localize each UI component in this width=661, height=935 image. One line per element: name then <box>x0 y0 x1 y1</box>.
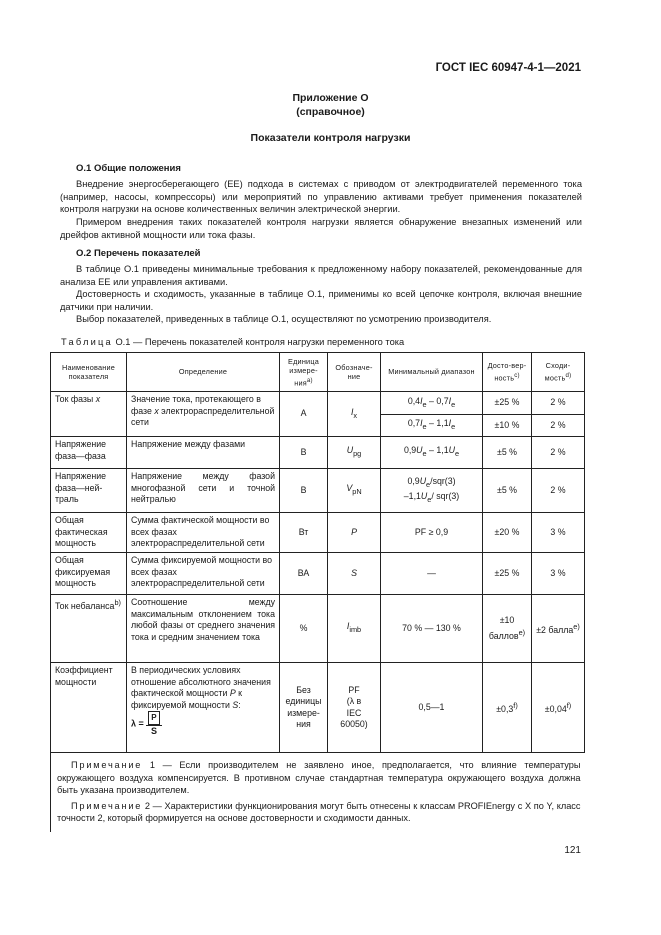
cell-definition: В периодических условиях отношение абсолютного значения фактической мощности P к фиксируемой мощности S: λ = $\frac{P}{S}$ <box>127 663 280 753</box>
cell-definition: Напряжение между фазами <box>127 437 280 469</box>
table-header-row <box>51 353 585 392</box>
cell-name: Коэффициент мощности <box>51 663 127 753</box>
cell-accuracy: ±20 % <box>483 513 532 553</box>
cell-unit: А <box>280 392 328 437</box>
section-title: Показатели контроля нагрузки <box>250 132 411 144</box>
table-row <box>51 553 585 595</box>
cell-repeatability: 2 % <box>532 415 585 437</box>
header-symbol: Обозначе-ние <box>328 353 381 392</box>
standard-code: ГОСТ IEC 60947-4-1—2021 <box>435 62 581 74</box>
header-range: Минимальный диапазон <box>381 353 483 392</box>
table-row <box>51 595 585 663</box>
cell-name: Общая фиксируемая мощность <box>51 553 127 595</box>
cell-symbol: PF (λ в IEC 60050) <box>328 663 381 753</box>
cell-accuracy: ±25 % <box>483 553 532 595</box>
table-row <box>51 663 585 753</box>
cell-repeatability: 2 % <box>532 469 585 513</box>
section-heading-o1: О.1 Общие положения <box>76 163 181 174</box>
cell-accuracy: ±5 % <box>483 437 532 469</box>
cell-repeatability: ±2 балла$^{е)}$ <box>532 595 585 663</box>
cell-symbol: $I_{imb}$ <box>328 595 381 663</box>
power-factor-formula: λ = $\frac{P}{S}$ <box>131 711 162 737</box>
section-heading-o2: О.2 Перечень показателей <box>76 248 201 259</box>
cell-range: 70 % — 130 % <box>381 595 483 663</box>
cell-accuracy: ±10 % <box>483 415 532 437</box>
table-caption-label: Таблица <box>61 337 113 347</box>
note-1: Примечание 1 — Если производителем не заявлено иное, предполагается, что влияние температуры окружающего воздуха компенсируется. В противном случае стандартная температура окружающего воздуха должна быть указана производителем. <box>57 760 581 795</box>
paragraph: Внедрение энергосберегающего (EE) подхода в системах с приводом от электродвигателей переменного тока (например, насосы, компрессоры) или мероприятий по управлению активами требует применения показателей контроля нагрузки на основе количественных величин электрической энергии. <box>60 179 582 214</box>
cell-unit: В <box>280 437 328 469</box>
table-caption <box>61 337 404 347</box>
cell-repeatability: 3 % <box>532 513 585 553</box>
cell-unit: ВА <box>280 553 328 595</box>
cell-unit: % <box>280 595 328 663</box>
paragraph: Достоверность и сходимость, указанные в таблице О.1, применимы ко всей цепочке контроля, включая внешние датчики при наличии. <box>60 289 582 312</box>
cell-range: $0,4I_e - 0,7I_e$ <box>381 392 483 415</box>
annex-type: (справочное) <box>296 106 365 118</box>
cell-accuracy: ±5 % <box>483 469 532 513</box>
header-unit: Единица измере-ния$^{а)}$ <box>280 353 328 392</box>
cell-name: Ток фазы x <box>51 392 127 437</box>
cell-symbol: $U_{pg}$ <box>328 437 381 469</box>
cell-range: PF ≥ 0,9 <box>381 513 483 553</box>
cell-definition: Сумма фактической мощности во всех фазах электрораспределительной сети <box>127 513 280 553</box>
note-2: Примечание 2 — Характеристики функционирования могут быть отнесены к классам PROFIEnergy с X по Y, класс точности 2, который формируется на основе достоверности и сходимости данных. <box>57 800 581 823</box>
paragraph: Примером внедрения таких показателей контроля нагрузки является обнаружение внезапных изменений или дрейфов активной мощности или тока фазы. <box>60 217 582 240</box>
annex-title: Приложение О <box>292 92 369 104</box>
cell-accuracy: ±10 баллов$^{е)}$ <box>483 595 532 663</box>
cell-accuracy: ±25 % <box>483 392 532 415</box>
table-row <box>51 437 585 469</box>
cell-repeatability: 3 % <box>532 553 585 595</box>
cell-symbol: S <box>328 553 381 595</box>
table-row <box>51 469 585 513</box>
cell-symbol: $I_x$ <box>328 392 381 437</box>
cell-repeatability: 2 % <box>532 392 585 415</box>
cell-definition: Сумма фиксируемой мощности во всех фазах электрораспределительной сети <box>127 553 280 595</box>
cell-name: Напряжение фаза—ней-траль <box>51 469 127 513</box>
cell-range: 0,5—1 <box>381 663 483 753</box>
cell-range: $0,9U_e - 1,1U_e$ <box>381 437 483 469</box>
cell-repeatability: $\pm 0,04^{f)}$ <box>532 663 585 753</box>
cell-name: Общая фактическая мощность <box>51 513 127 553</box>
table-notes <box>51 753 585 832</box>
cell-name: Ток небаланса$^{b)}$ <box>51 595 127 663</box>
table-row <box>51 513 585 553</box>
page-number: 121 <box>564 845 581 856</box>
indicators-table <box>50 352 585 832</box>
cell-definition: Напряжение между фазой многофазной сети и точной нейтралью <box>127 469 280 513</box>
cell-repeatability: 2 % <box>532 437 585 469</box>
cell-accuracy: $\pm 0,3^{f)}$ <box>483 663 532 753</box>
cell-unit: В <box>280 469 328 513</box>
header-definition: Определение <box>127 353 280 392</box>
table-notes-row <box>51 753 585 832</box>
cell-definition: Значение тока, протекающего в фазе x электрораспределительной сети <box>127 392 280 437</box>
paragraph: В таблице О.1 приведены минимальные требования к предложенному набору показателей, рекомендованные для анализа EE или управления активами. <box>60 264 582 287</box>
cell-range: $0,7I_e - 1,1I_e$ <box>381 415 483 437</box>
cell-unit: Вт <box>280 513 328 553</box>
cell-symbol: $V_{pN}$ <box>328 469 381 513</box>
table-caption-text: О.1 — Перечень показателей контроля нагрузки переменного тока <box>115 337 405 347</box>
cell-range: $0,9U_e/sqr(3)$ $-1,1U_e/$ sqr(3) <box>381 469 483 513</box>
cell-unit: Без единицы измере-ния <box>280 663 328 753</box>
header-name: Наименование показателя <box>51 353 127 392</box>
cell-range: — <box>381 553 483 595</box>
table-row <box>51 392 585 415</box>
paragraph: Выбор показателей, приведенных в таблице О.1, осуществляют по усмотрению производителя. <box>76 314 492 324</box>
cell-symbol: P <box>328 513 381 553</box>
cell-name: Напряжение фаза—фаза <box>51 437 127 469</box>
cell-definition: Соотношение между максимальным отклонением тока любой фазы от среднего значения тока и средним значением тока <box>127 595 280 663</box>
header-accuracy: Досто-вер-ность$^{с)}$ <box>483 353 532 392</box>
header-repeatability: Сходи-мость$^{d)}$ <box>532 353 585 392</box>
